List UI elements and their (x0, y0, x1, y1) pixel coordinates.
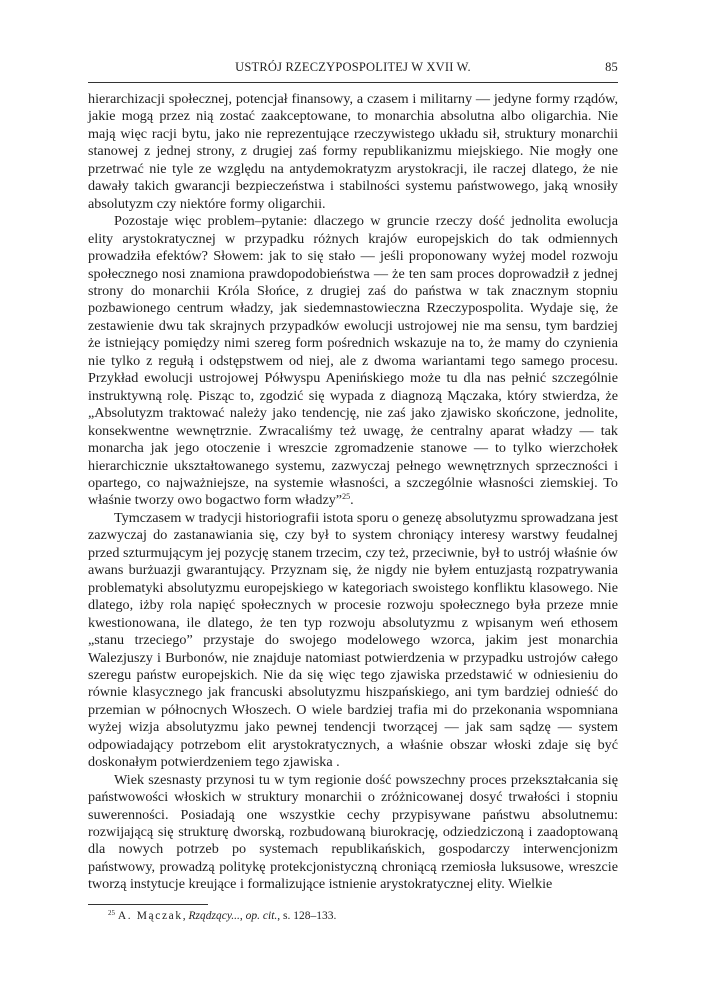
paragraph-2-text: Pozostaje więc problem–pytanie: dlaczego w gruncie rzeczy dość jednolita ewolucja elity arystokratycznej w przypadku różnych krajów europejskich do tak odmiennych prowadziła efektów? Słowem: jak to się stało — jeśli proponowany wyżej model rozwoju społecznego nosi znamiona prawdopodobieństwa — że ten sam proces doprowadził z jednej strony do monarchii Króla Słońce, z drugiej zaś do państwa w tak znacznym stopniu pozbawionego centrum władzy, jak siedemnastowieczna Rzeczypospolita. Wydaje się, że zestawienie dwu tak skrajnych przypadków ewolucji ustrojowej nie ma sensu, tym bardziej że istniejący pomiędzy nimi szereg form pośrednich wskazuje na to, że mamy do czynienia nie tylko z regułą i odstępstwem od niej, ale z dwoma wariantami tego samego procesu. Przykład ewolucji ustrojowej Półwyspu Apenińskiego może tu dla nas pełnić szczególnie instruktywną rolę. Pisząc to, zgodzić się wypada z diagnozą Mączaka, który stwierdza, że „Absolutyzm traktować należy jako tendencję, nie zaś jako zjawisko skończone, jednolite, konsekwentne wewnętrznie. Zwracaliśmy też uwagę, że centralny aparat władzy — tak monarcha jak jego otoczenie i wreszcie zgromadzenie stanowe — to tylko wierzchołek hierarchicznie ukształtowanego systemu, zazwyczaj pełnego wewnętrznych sprzeczności i opartego, co najważniejsze, na systemie własności, a szczególnie własności ziemskiej. To właśnie tworzy owo bogactwo form władzy” (88, 213, 618, 509)
footnote-ref: 25 (342, 492, 351, 502)
header-rule (88, 82, 618, 83)
footnote-rule (88, 904, 208, 905)
paragraph-1: hierarchizacji społecznej, potencjał finansowy, a czasem i militarny — jedyne formy rządów, jakie mogą przez nią zostać zaakceptowane, to monarchia absolutna albo oligarchia. Nie mają więc racji bytu, jako nie reprezentujące rzeczywistego układu sił, struktury monarchii stanowej z jednej strony, z drugiej zaś formy republikanizmu miejskiego. Nie mogły one przetrwać nie tyle ze względu na antydemokratyzm arystokracji, ile raczej dlatego, że nie dawały takich gwarancji bezpieczeństwa i stabilności systemu państwowego, jaką wnosiły absolutyzm czy niektóre formy oligarchii. (88, 91, 618, 212)
body-text (88, 91, 618, 894)
paragraph-3: Tymczasem w tradycji historiografii istota sporu o genezę absolutyzmu sprowadzana jest zazwyczaj do zastanawiania się, czy był to system chroniący interesy warstwy feudalnej przed szturmującym jej pozycję stanem trzecim, czy też, przeciwnie, był to ustrój właśnie ów awans burżuazji gwarantujący. Przyznam się, że nigdy nie byłem entuzjastą rozpatrywania problematyki absolutyzmu europejskiego w kategoriach swoistego konfliktu klasowego. Nie dlatego, iżby rola napięć społecznych w procesie rozwoju społecznego była przeze mnie kwestionowana, ile dlatego, że ten typ rozwoju absolutyzmu z wpisanym weń ethosem „stanu trzeciego” przystaje do swojego modelowego wzorca, jakim jest monarchia Walezjuszy i Burbonów, nie znajduje natomiast potwierdzenia w przypadku ustrojów całego szeregu państw europejskich. Nie da się więc tego zjawiska przedstawić w odniesieniu do równie klasycznego jak francuski absolutyzmu hiszpańskiego, ani tym bardziej odnieść do przemian w północnych Włoszech. O wiele bardziej trafia mi do przekonania wspomniana wyżej wizja absolutyzmu jako pewnej tendencji tworzącej — jak sam sądzę — system odpowiadający potrzebom elit arystokratycznych, a właśnie obszar włoski zdaje się być doskonałym potwierdzeniem tego zjawiska . (88, 509, 618, 771)
page-number: 85 (605, 60, 618, 74)
book-page (88, 60, 618, 923)
footnote-number: 25 (108, 908, 115, 917)
footnote-pages: , s. 128–133. (277, 909, 337, 922)
paragraph-2-end: . (350, 492, 354, 509)
paragraph-2 (88, 213, 618, 510)
footnote-title: Rządzący... (188, 909, 240, 922)
footnote-author: A. Mączak (117, 909, 183, 922)
footnote-ref: op. cit. (245, 909, 278, 922)
footnote: $^{25}$ A. Mączak, Rządzący..., op. cit., s. 128–133. (108, 908, 337, 922)
running-title: USTRÓJ RZECZYPOSPOLITEJ W XVII W. (235, 60, 471, 74)
running-head (88, 60, 618, 80)
paragraph-4: Wiek szesnasty przynosi tu w tym regionie dość powszechny proces przekształcania się państwowości włoskich w struktury monarchii o zróżnicowanej dosyć trwałości i stopniu suwerenności. Posiadają one wszystkie cechy przypisywane państwu absolutnemu: rozwijającą się strukturę dworską, rozbudowaną biurokrację, odziedziczoną i zaadoptowaną dla nowych potrzeb po systemach republikańskich, gospodarczy interwencjonizm państwowy, prowadzą politykę protekcjonistyczną chroniącą rzemiosła luksusowe, wreszcie tworzą instytucje kreujące i formalizujące istnienie arystokratycznej elity. Wielkie (88, 771, 618, 893)
